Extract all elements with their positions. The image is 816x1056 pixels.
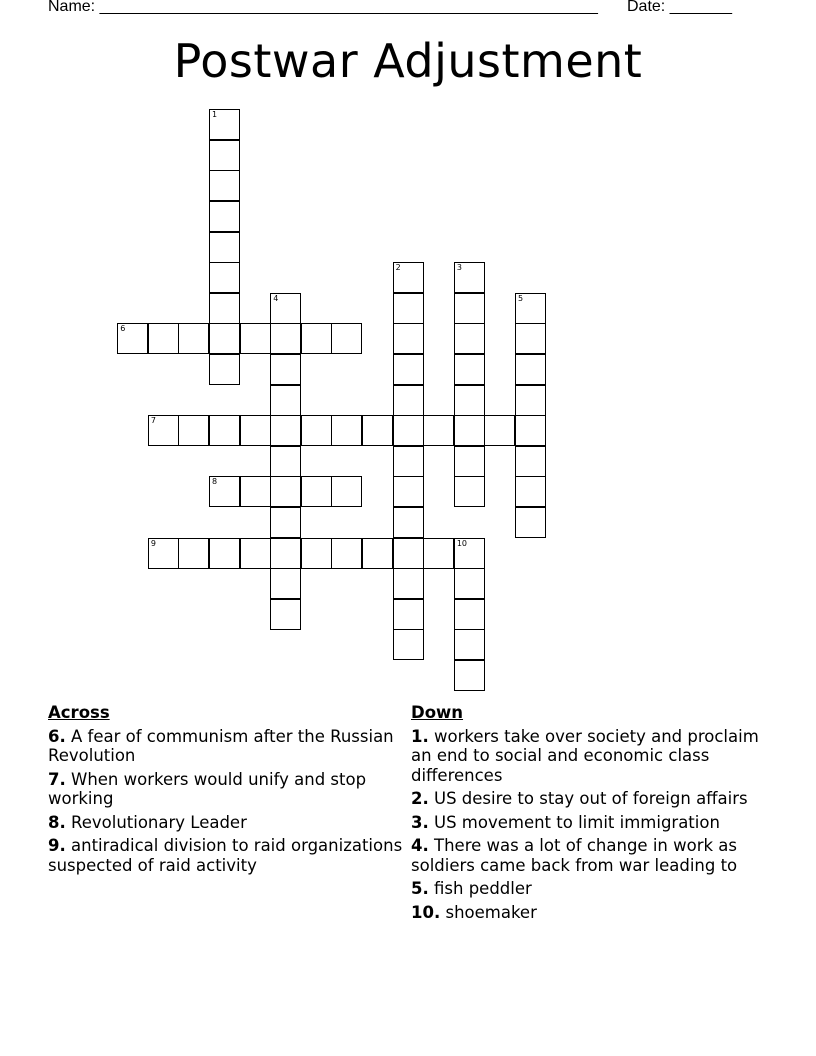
grid-cell[interactable] [301, 538, 332, 569]
page-title: Postwar Adjustment [173, 34, 643, 88]
grid-cell[interactable] [515, 385, 546, 416]
grid-cell[interactable] [209, 262, 240, 293]
clue-number: 2. [411, 789, 429, 808]
down-clue-2 [411, 789, 781, 809]
grid-cell[interactable] [209, 293, 240, 324]
grid-cell[interactable] [270, 293, 301, 324]
grid-cell[interactable] [209, 538, 240, 569]
down-heading: Down [411, 703, 464, 722]
clue-number-label: 8 [212, 477, 218, 487]
grid-cell[interactable] [270, 354, 301, 385]
grid-cell[interactable] [393, 599, 424, 630]
grid-cell[interactable] [240, 415, 271, 446]
grid-cell[interactable] [393, 629, 424, 660]
grid-cell[interactable] [270, 599, 301, 630]
grid-cell[interactable] [240, 323, 271, 354]
grid-cell[interactable] [209, 109, 240, 140]
grid-cell[interactable] [393, 262, 424, 293]
grid-cell[interactable] [270, 538, 301, 569]
grid-cell[interactable] [393, 415, 424, 446]
grid-cell[interactable] [270, 507, 301, 538]
name-field[interactable]: Name: ________________________________________________________ [48, 0, 598, 15]
grid-cell[interactable] [454, 262, 485, 293]
grid-cell[interactable] [454, 354, 485, 385]
down-clue-4 [411, 836, 781, 875]
clue-number: 5. [411, 879, 429, 898]
grid-cell[interactable] [423, 538, 454, 569]
clue-number: 4. [411, 836, 429, 855]
grid-cell[interactable] [393, 446, 424, 477]
grid-cell[interactable] [454, 538, 485, 569]
grid-cell[interactable] [454, 293, 485, 324]
clue-text: antiradical division to raid organizations suspected of raid activity [48, 836, 403, 875]
grid-cell[interactable] [331, 538, 362, 569]
clue-text: US movement to limit immigration [434, 812, 720, 832]
grid-cell[interactable] [484, 415, 515, 446]
grid-cell[interactable] [454, 629, 485, 660]
grid-cell[interactable] [454, 476, 485, 507]
grid-cell[interactable] [454, 568, 485, 599]
grid-cell[interactable] [515, 415, 546, 446]
clue-number-label: 2 [395, 263, 401, 273]
clue-text: fish peddler [434, 879, 532, 898]
grid-cell[interactable] [301, 323, 332, 354]
clue-number: 8. [48, 812, 66, 832]
grid-cell[interactable] [331, 323, 362, 354]
clue-number-label: 3 [456, 263, 462, 273]
grid-cell[interactable] [393, 476, 424, 507]
clue-number-label: 10 [456, 538, 468, 548]
grid-cell[interactable] [270, 476, 301, 507]
grid-cell[interactable] [515, 354, 546, 385]
grid-cell[interactable] [209, 232, 240, 263]
grid-cell[interactable] [393, 507, 424, 538]
grid-cell[interactable] [393, 538, 424, 569]
clue-number: 6. [48, 726, 66, 746]
grid-cell[interactable] [393, 385, 424, 416]
grid-cell[interactable] [270, 385, 301, 416]
grid-cell[interactable] [148, 323, 179, 354]
grid-cell[interactable] [240, 476, 271, 507]
grid-cell[interactable] [393, 568, 424, 599]
across-clue-6 [48, 727, 408, 766]
date-field[interactable]: Date: _______ [627, 0, 732, 15]
grid-cell[interactable] [515, 323, 546, 354]
grid-cell[interactable] [515, 476, 546, 507]
grid-cell[interactable] [362, 415, 393, 446]
grid-cell[interactable] [240, 538, 271, 569]
clue-text: When workers would unify and stop working [48, 769, 367, 808]
clue-text: shoemaker [445, 902, 537, 922]
clue-text: workers take over society and proclaim an end to social and economic class differences [411, 726, 759, 785]
grid-cell[interactable] [301, 415, 332, 446]
clue-number: 10. [411, 902, 441, 922]
grid-cell[interactable] [454, 323, 485, 354]
grid-cell[interactable] [148, 538, 179, 569]
grid-cell[interactable] [209, 201, 240, 232]
clue-number: 3. [411, 812, 429, 832]
grid-cell[interactable] [178, 415, 209, 446]
clue-number-label: 1 [212, 110, 218, 120]
grid-cell[interactable] [209, 170, 240, 201]
across-clue-8 [48, 813, 408, 833]
grid-cell[interactable] [393, 354, 424, 385]
grid-cell[interactable] [515, 446, 546, 477]
grid-cell[interactable] [301, 476, 332, 507]
clue-number-label: 6 [120, 324, 126, 334]
grid-cell[interactable] [454, 415, 485, 446]
clue-number-label: 9 [150, 538, 156, 548]
grid-cell[interactable] [454, 660, 485, 691]
grid-cell[interactable] [209, 140, 240, 171]
grid-cell[interactable] [331, 415, 362, 446]
across-clue-7 [48, 770, 408, 809]
grid-cell[interactable] [270, 446, 301, 477]
across-clues [48, 703, 408, 879]
down-clue-5 [411, 879, 781, 899]
grid-cell[interactable] [209, 476, 240, 507]
down-clue-3 [411, 813, 781, 833]
grid-cell[interactable] [117, 323, 148, 354]
clue-text: A fear of communism after the Russian Revolution [48, 726, 394, 765]
clue-number-label: 7 [150, 416, 156, 426]
across-clue-9 [48, 836, 408, 875]
grid-cell[interactable] [178, 323, 209, 354]
grid-cell[interactable] [393, 293, 424, 324]
grid-cell[interactable] [515, 293, 546, 324]
grid-cell[interactable] [454, 599, 485, 630]
grid-cell[interactable] [209, 354, 240, 385]
grid-cell[interactable] [148, 415, 179, 446]
grid-cell[interactable] [454, 446, 485, 477]
down-clue-1 [411, 727, 781, 786]
down-clues [411, 703, 781, 926]
grid-cell[interactable] [454, 385, 485, 416]
grid-cell[interactable] [515, 507, 546, 538]
across-heading: Across [48, 703, 110, 722]
clue-text: US desire to stay out of foreign affairs [434, 789, 748, 808]
grid-cell[interactable] [362, 538, 393, 569]
grid-cell[interactable] [270, 415, 301, 446]
clue-number-label: 4 [273, 293, 279, 303]
grid-cell[interactable] [331, 476, 362, 507]
clue-number: 9. [48, 836, 66, 855]
clue-number: 7. [48, 769, 66, 789]
grid-cell[interactable] [393, 323, 424, 354]
clue-number-label: 5 [518, 293, 524, 303]
grid-cell[interactable] [423, 415, 454, 446]
clue-number: 1. [411, 726, 429, 746]
clue-text: Revolutionary Leader [71, 812, 247, 832]
grid-cell[interactable] [209, 415, 240, 446]
grid-cell[interactable] [270, 323, 301, 354]
grid-cell[interactable] [209, 323, 240, 354]
grid-cell[interactable] [178, 538, 209, 569]
down-clue-10 [411, 903, 781, 923]
clue-text: There was a lot of change in work as soldiers came back from war leading to [411, 836, 738, 875]
grid-cell[interactable] [270, 568, 301, 599]
